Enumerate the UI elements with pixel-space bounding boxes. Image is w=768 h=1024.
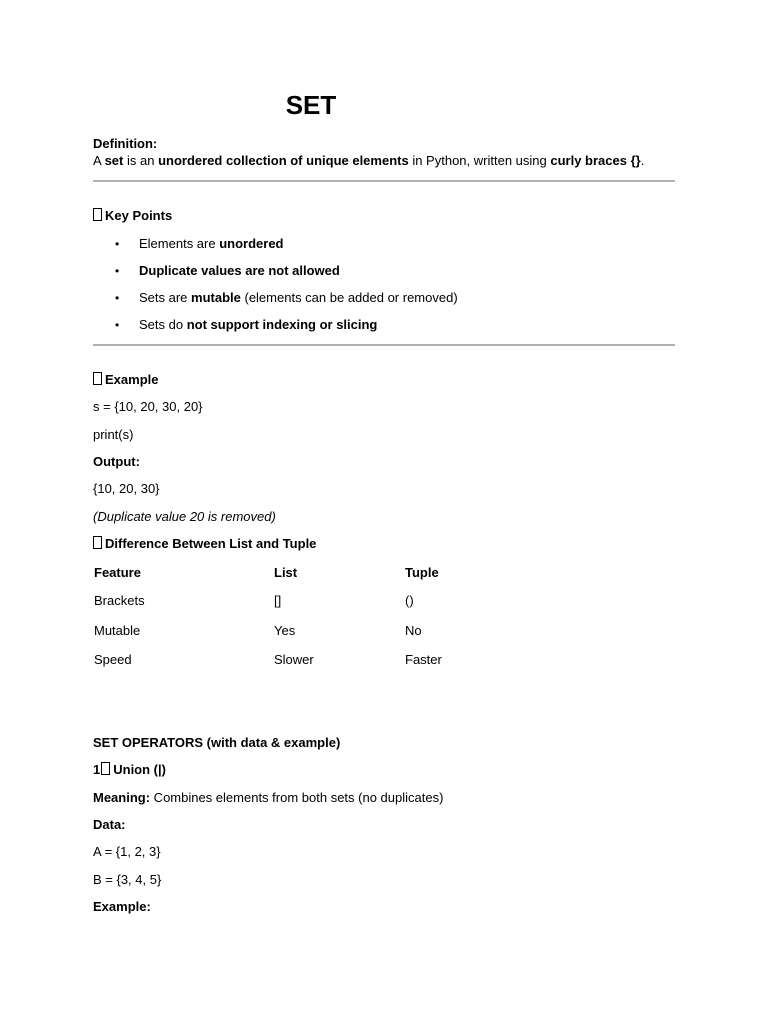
example-heading-label: Example xyxy=(105,372,159,387)
example-heading xyxy=(93,371,158,389)
set-a-value: A = {1, 2, 3} xyxy=(93,844,161,859)
table-header-cell: List xyxy=(274,565,298,580)
key-point-item xyxy=(139,262,340,280)
definition-text-part: is an xyxy=(123,153,159,168)
operators-heading: SET OPERATORS (with data & example) xyxy=(93,735,341,750)
table-cell: Mutable xyxy=(94,623,141,638)
example-code-line: print(s) xyxy=(93,427,134,442)
table-cell: No xyxy=(405,623,422,638)
meaning-text: Combines elements from both sets (no duplicates) xyxy=(150,790,444,805)
key-point-item xyxy=(139,316,377,334)
meaning-label: Meaning: xyxy=(93,790,151,805)
union-meaning xyxy=(93,789,443,807)
output-value: {10, 20, 30} xyxy=(93,481,160,496)
definition-text xyxy=(93,152,644,170)
key-point-text: Sets are xyxy=(139,290,192,305)
key-point-bold: mutable xyxy=(191,290,241,305)
set-b-value: B = {3, 4, 5} xyxy=(93,872,162,887)
bullet-icon: • xyxy=(115,237,120,251)
data-label: Data: xyxy=(93,817,126,832)
bullet-icon: • xyxy=(115,291,120,305)
table-cell: Yes xyxy=(274,623,296,638)
square-box-icon xyxy=(93,372,102,385)
example-code-line: s = {10, 20, 30, 20} xyxy=(93,399,203,414)
table-cell: () xyxy=(405,593,414,608)
union-title: Union (|) xyxy=(113,762,166,777)
square-box-icon xyxy=(93,536,102,549)
horizontal-divider xyxy=(93,180,675,182)
page-title: SET xyxy=(285,90,337,120)
definition-term-set: set xyxy=(104,153,124,168)
table-cell: [] xyxy=(274,593,282,608)
key-point-bold: Duplicate values are not allowed xyxy=(139,263,340,278)
output-label: Output: xyxy=(93,454,140,469)
output-note: (Duplicate value 20 is removed) xyxy=(93,509,276,524)
definition-term-braces: curly braces {} xyxy=(550,153,641,168)
bullet-icon: • xyxy=(115,264,120,278)
union-heading xyxy=(93,761,166,779)
horizontal-divider xyxy=(93,344,675,346)
square-box-icon xyxy=(101,762,110,775)
table-cell: Brackets xyxy=(94,593,145,608)
example-label: Example: xyxy=(93,899,151,914)
definition-term-collection: unordered collection of unique elements xyxy=(158,153,409,168)
table-cell: Faster xyxy=(405,652,442,667)
table-header-cell: Tuple xyxy=(405,565,439,580)
definition-heading: Definition: xyxy=(93,136,158,151)
key-point-bold: not support indexing or slicing xyxy=(186,317,378,332)
definition-text-part: A xyxy=(93,153,105,168)
definition-text-part: in Python, written using xyxy=(408,153,551,168)
table-cell: Speed xyxy=(94,652,132,667)
difference-heading xyxy=(93,535,316,553)
key-point-text: Elements are xyxy=(139,236,220,251)
union-number: 1 xyxy=(93,762,101,777)
bullet-icon: • xyxy=(115,318,120,332)
key-point-text: (elements can be added or removed) xyxy=(240,290,458,305)
difference-heading-label: Difference Between List and Tuple xyxy=(105,536,317,551)
square-box-icon xyxy=(93,208,102,221)
key-point-item xyxy=(139,289,458,307)
key-point-item xyxy=(139,235,284,253)
key-points-heading-label: Key Points xyxy=(105,208,173,223)
table-header-cell: Feature xyxy=(94,565,141,580)
key-points-heading xyxy=(93,207,172,225)
key-point-text: Sets do xyxy=(139,317,187,332)
table-cell: Slower xyxy=(274,652,314,667)
definition-text-part: . xyxy=(640,153,645,168)
key-point-bold: unordered xyxy=(219,236,284,251)
